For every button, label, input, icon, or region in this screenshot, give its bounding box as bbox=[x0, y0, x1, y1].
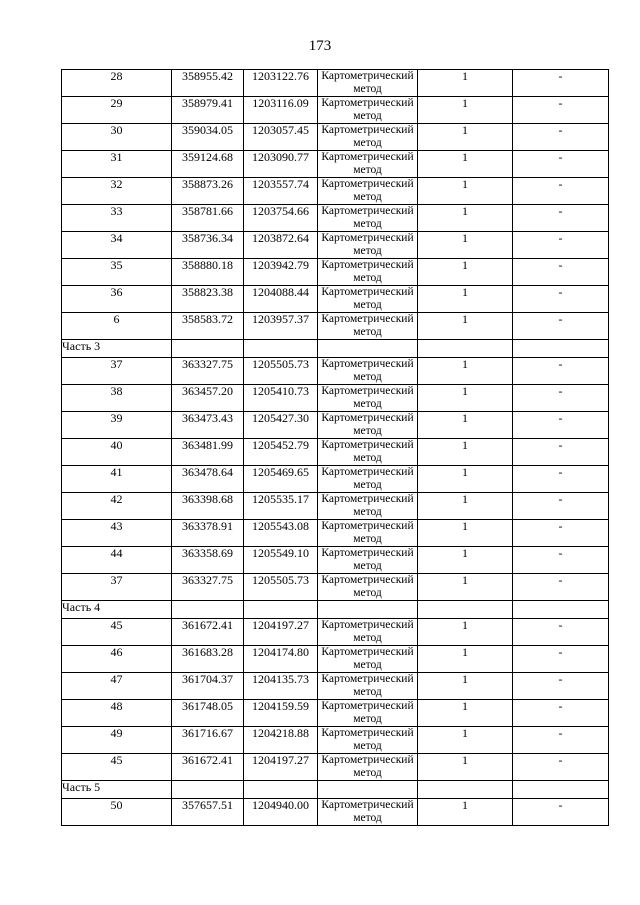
method-cell: Картометрический метод bbox=[318, 520, 418, 547]
accuracy-cell: 1 bbox=[418, 619, 513, 646]
point-number-cell: 40 bbox=[62, 439, 172, 466]
description-cell: - bbox=[513, 259, 609, 286]
point-number-cell: 46 bbox=[62, 646, 172, 673]
x-coordinate-cell: 361748.05 bbox=[172, 700, 244, 727]
empty-cell bbox=[318, 601, 418, 619]
method-cell: Картометрический метод bbox=[318, 547, 418, 574]
method-cell: Картометрический метод bbox=[318, 385, 418, 412]
table-row bbox=[62, 124, 609, 151]
table-row bbox=[62, 259, 609, 286]
method-cell: Картометрический метод bbox=[318, 259, 418, 286]
empty-cell bbox=[418, 781, 513, 799]
accuracy-cell: 1 bbox=[418, 412, 513, 439]
x-coordinate-cell: 358880.18 bbox=[172, 259, 244, 286]
table-row bbox=[62, 754, 609, 781]
x-coordinate-cell: 363457.20 bbox=[172, 385, 244, 412]
accuracy-cell: 1 bbox=[418, 646, 513, 673]
table-row bbox=[62, 178, 609, 205]
part-label: Часть 3 bbox=[62, 340, 172, 358]
y-coordinate-cell: 1203957.37 bbox=[244, 313, 318, 340]
description-cell: - bbox=[513, 412, 609, 439]
method-cell: Картометрический метод bbox=[318, 205, 418, 232]
description-cell: - bbox=[513, 151, 609, 178]
table-row bbox=[62, 547, 609, 574]
point-number-cell: 34 bbox=[62, 232, 172, 259]
table-row bbox=[62, 493, 609, 520]
page-number: 173 bbox=[308, 38, 332, 54]
point-number-cell: 35 bbox=[62, 259, 172, 286]
x-coordinate-cell: 359124.68 bbox=[172, 151, 244, 178]
table-row bbox=[62, 205, 609, 232]
y-coordinate-cell: 1203122.76 bbox=[244, 70, 318, 97]
y-coordinate-cell: 1205505.73 bbox=[244, 358, 318, 385]
table-row bbox=[62, 286, 609, 313]
y-coordinate-cell: 1203872.64 bbox=[244, 232, 318, 259]
point-number-cell: 48 bbox=[62, 700, 172, 727]
empty-cell bbox=[418, 340, 513, 358]
point-number-cell: 44 bbox=[62, 547, 172, 574]
method-cell: Картометрический метод bbox=[318, 439, 418, 466]
point-number-cell: 29 bbox=[62, 97, 172, 124]
accuracy-cell: 1 bbox=[418, 493, 513, 520]
x-coordinate-cell: 361704.37 bbox=[172, 673, 244, 700]
part-header-row bbox=[62, 781, 609, 799]
accuracy-cell: 1 bbox=[418, 466, 513, 493]
method-cell: Картометрический метод bbox=[318, 727, 418, 754]
y-coordinate-cell: 1205452.79 bbox=[244, 439, 318, 466]
table-row bbox=[62, 439, 609, 466]
y-coordinate-cell: 1203754.66 bbox=[244, 205, 318, 232]
description-cell: - bbox=[513, 124, 609, 151]
table-row bbox=[62, 619, 609, 646]
description-cell: - bbox=[513, 547, 609, 574]
accuracy-cell: 1 bbox=[418, 673, 513, 700]
accuracy-cell: 1 bbox=[418, 358, 513, 385]
accuracy-cell: 1 bbox=[418, 547, 513, 574]
x-coordinate-cell: 363478.64 bbox=[172, 466, 244, 493]
y-coordinate-cell: 1204197.27 bbox=[244, 754, 318, 781]
table-row bbox=[62, 520, 609, 547]
point-number-cell: 33 bbox=[62, 205, 172, 232]
point-number-cell: 28 bbox=[62, 70, 172, 97]
x-coordinate-cell: 358823.38 bbox=[172, 286, 244, 313]
accuracy-cell: 1 bbox=[418, 232, 513, 259]
accuracy-cell: 1 bbox=[418, 124, 513, 151]
table-row bbox=[62, 313, 609, 340]
y-coordinate-cell: 1204940.00 bbox=[244, 799, 318, 826]
accuracy-cell: 1 bbox=[418, 754, 513, 781]
description-cell: - bbox=[513, 700, 609, 727]
x-coordinate-cell: 363358.69 bbox=[172, 547, 244, 574]
y-coordinate-cell: 1204088.44 bbox=[244, 286, 318, 313]
part-label: Часть 5 bbox=[62, 781, 172, 799]
empty-cell bbox=[172, 601, 244, 619]
y-coordinate-cell: 1205505.73 bbox=[244, 574, 318, 601]
method-cell: Картометрический метод bbox=[318, 619, 418, 646]
description-cell: - bbox=[513, 619, 609, 646]
description-cell: - bbox=[513, 754, 609, 781]
accuracy-cell: 1 bbox=[418, 205, 513, 232]
method-cell: Картометрический метод bbox=[318, 178, 418, 205]
description-cell: - bbox=[513, 178, 609, 205]
description-cell: - bbox=[513, 520, 609, 547]
x-coordinate-cell: 361716.67 bbox=[172, 727, 244, 754]
point-number-cell: 47 bbox=[62, 673, 172, 700]
method-cell: Картометрический метод bbox=[318, 313, 418, 340]
empty-cell bbox=[513, 340, 609, 358]
x-coordinate-cell: 363473.43 bbox=[172, 412, 244, 439]
x-coordinate-cell: 363327.75 bbox=[172, 574, 244, 601]
method-cell: Картометрический метод bbox=[318, 754, 418, 781]
table-row bbox=[62, 97, 609, 124]
y-coordinate-cell: 1205535.17 bbox=[244, 493, 318, 520]
table-row bbox=[62, 151, 609, 178]
accuracy-cell: 1 bbox=[418, 178, 513, 205]
y-coordinate-cell: 1203090.77 bbox=[244, 151, 318, 178]
method-cell: Картометрический метод bbox=[318, 97, 418, 124]
description-cell: - bbox=[513, 466, 609, 493]
point-number-cell: 38 bbox=[62, 385, 172, 412]
empty-cell bbox=[513, 781, 609, 799]
accuracy-cell: 1 bbox=[418, 574, 513, 601]
x-coordinate-cell: 358873.26 bbox=[172, 178, 244, 205]
method-cell: Картометрический метод bbox=[318, 700, 418, 727]
point-number-cell: 37 bbox=[62, 574, 172, 601]
point-number-cell: 39 bbox=[62, 412, 172, 439]
empty-cell bbox=[172, 340, 244, 358]
empty-cell bbox=[318, 340, 418, 358]
table-row bbox=[62, 799, 609, 826]
description-cell: - bbox=[513, 439, 609, 466]
point-number-cell: 37 bbox=[62, 358, 172, 385]
y-coordinate-cell: 1204174.80 bbox=[244, 646, 318, 673]
empty-cell bbox=[244, 601, 318, 619]
description-cell: - bbox=[513, 286, 609, 313]
y-coordinate-cell: 1204197.27 bbox=[244, 619, 318, 646]
accuracy-cell: 1 bbox=[418, 313, 513, 340]
y-coordinate-cell: 1205549.10 bbox=[244, 547, 318, 574]
empty-cell bbox=[244, 781, 318, 799]
method-cell: Картометрический метод bbox=[318, 799, 418, 826]
y-coordinate-cell: 1205410.73 bbox=[244, 385, 318, 412]
x-coordinate-cell: 361683.28 bbox=[172, 646, 244, 673]
description-cell: - bbox=[513, 727, 609, 754]
description-cell: - bbox=[513, 385, 609, 412]
empty-cell bbox=[318, 781, 418, 799]
part-header-row bbox=[62, 340, 609, 358]
table-row bbox=[62, 646, 609, 673]
method-cell: Картометрический метод bbox=[318, 412, 418, 439]
point-number-cell: 32 bbox=[62, 178, 172, 205]
x-coordinate-cell: 359034.05 bbox=[172, 124, 244, 151]
accuracy-cell: 1 bbox=[418, 799, 513, 826]
table-row bbox=[62, 466, 609, 493]
accuracy-cell: 1 bbox=[418, 520, 513, 547]
method-cell: Картометрический метод bbox=[318, 70, 418, 97]
description-cell: - bbox=[513, 574, 609, 601]
accuracy-cell: 1 bbox=[418, 727, 513, 754]
point-number-cell: 6 bbox=[62, 313, 172, 340]
point-number-cell: 30 bbox=[62, 124, 172, 151]
point-number-cell: 36 bbox=[62, 286, 172, 313]
y-coordinate-cell: 1203057.45 bbox=[244, 124, 318, 151]
point-number-cell: 49 bbox=[62, 727, 172, 754]
table-row bbox=[62, 412, 609, 439]
method-cell: Картометрический метод bbox=[318, 574, 418, 601]
y-coordinate-cell: 1204218.88 bbox=[244, 727, 318, 754]
description-cell: - bbox=[513, 493, 609, 520]
x-coordinate-cell: 358955.42 bbox=[172, 70, 244, 97]
y-coordinate-cell: 1203557.74 bbox=[244, 178, 318, 205]
accuracy-cell: 1 bbox=[418, 151, 513, 178]
method-cell: Картометрический метод bbox=[318, 151, 418, 178]
method-cell: Картометрический метод bbox=[318, 232, 418, 259]
accuracy-cell: 1 bbox=[418, 700, 513, 727]
method-cell: Картометрический метод bbox=[318, 493, 418, 520]
point-number-cell: 31 bbox=[62, 151, 172, 178]
table-row bbox=[62, 232, 609, 259]
empty-cell bbox=[244, 340, 318, 358]
empty-cell bbox=[513, 601, 609, 619]
point-number-cell: 50 bbox=[62, 799, 172, 826]
description-cell: - bbox=[513, 673, 609, 700]
y-coordinate-cell: 1205543.08 bbox=[244, 520, 318, 547]
x-coordinate-cell: 363481.99 bbox=[172, 439, 244, 466]
x-coordinate-cell: 358583.72 bbox=[172, 313, 244, 340]
table-row bbox=[62, 700, 609, 727]
accuracy-cell: 1 bbox=[418, 439, 513, 466]
method-cell: Картометрический метод bbox=[318, 673, 418, 700]
x-coordinate-cell: 363327.75 bbox=[172, 358, 244, 385]
x-coordinate-cell: 361672.41 bbox=[172, 619, 244, 646]
table-row bbox=[62, 673, 609, 700]
y-coordinate-cell: 1204135.73 bbox=[244, 673, 318, 700]
coordinates-table-body bbox=[62, 70, 609, 826]
method-cell: Картометрический метод bbox=[318, 358, 418, 385]
table-row bbox=[62, 385, 609, 412]
y-coordinate-cell: 1205469.65 bbox=[244, 466, 318, 493]
table-row bbox=[62, 727, 609, 754]
accuracy-cell: 1 bbox=[418, 286, 513, 313]
part-header-row bbox=[62, 601, 609, 619]
y-coordinate-cell: 1203942.79 bbox=[244, 259, 318, 286]
accuracy-cell: 1 bbox=[418, 97, 513, 124]
empty-cell bbox=[418, 601, 513, 619]
point-number-cell: 43 bbox=[62, 520, 172, 547]
y-coordinate-cell: 1203116.09 bbox=[244, 97, 318, 124]
x-coordinate-cell: 358979.41 bbox=[172, 97, 244, 124]
method-cell: Картометрический метод bbox=[318, 646, 418, 673]
accuracy-cell: 1 bbox=[418, 259, 513, 286]
method-cell: Картометрический метод bbox=[318, 286, 418, 313]
description-cell: - bbox=[513, 313, 609, 340]
point-number-cell: 42 bbox=[62, 493, 172, 520]
y-coordinate-cell: 1205427.30 bbox=[244, 412, 318, 439]
empty-cell bbox=[172, 781, 244, 799]
accuracy-cell: 1 bbox=[418, 70, 513, 97]
table-row bbox=[62, 358, 609, 385]
x-coordinate-cell: 358781.66 bbox=[172, 205, 244, 232]
table-row bbox=[62, 574, 609, 601]
method-cell: Картометрический метод bbox=[318, 466, 418, 493]
point-number-cell: 41 bbox=[62, 466, 172, 493]
point-number-cell: 45 bbox=[62, 754, 172, 781]
x-coordinate-cell: 363378.91 bbox=[172, 520, 244, 547]
table-row bbox=[62, 70, 609, 97]
description-cell: - bbox=[513, 70, 609, 97]
x-coordinate-cell: 363398.68 bbox=[172, 493, 244, 520]
coordinates-table bbox=[61, 69, 609, 826]
part-label: Часть 4 bbox=[62, 601, 172, 619]
description-cell: - bbox=[513, 646, 609, 673]
method-cell: Картометрический метод bbox=[318, 124, 418, 151]
description-cell: - bbox=[513, 205, 609, 232]
x-coordinate-cell: 358736.34 bbox=[172, 232, 244, 259]
description-cell: - bbox=[513, 799, 609, 826]
description-cell: - bbox=[513, 97, 609, 124]
description-cell: - bbox=[513, 358, 609, 385]
accuracy-cell: 1 bbox=[418, 385, 513, 412]
y-coordinate-cell: 1204159.59 bbox=[244, 700, 318, 727]
description-cell: - bbox=[513, 232, 609, 259]
point-number-cell: 45 bbox=[62, 619, 172, 646]
x-coordinate-cell: 357657.51 bbox=[172, 799, 244, 826]
x-coordinate-cell: 361672.41 bbox=[172, 754, 244, 781]
